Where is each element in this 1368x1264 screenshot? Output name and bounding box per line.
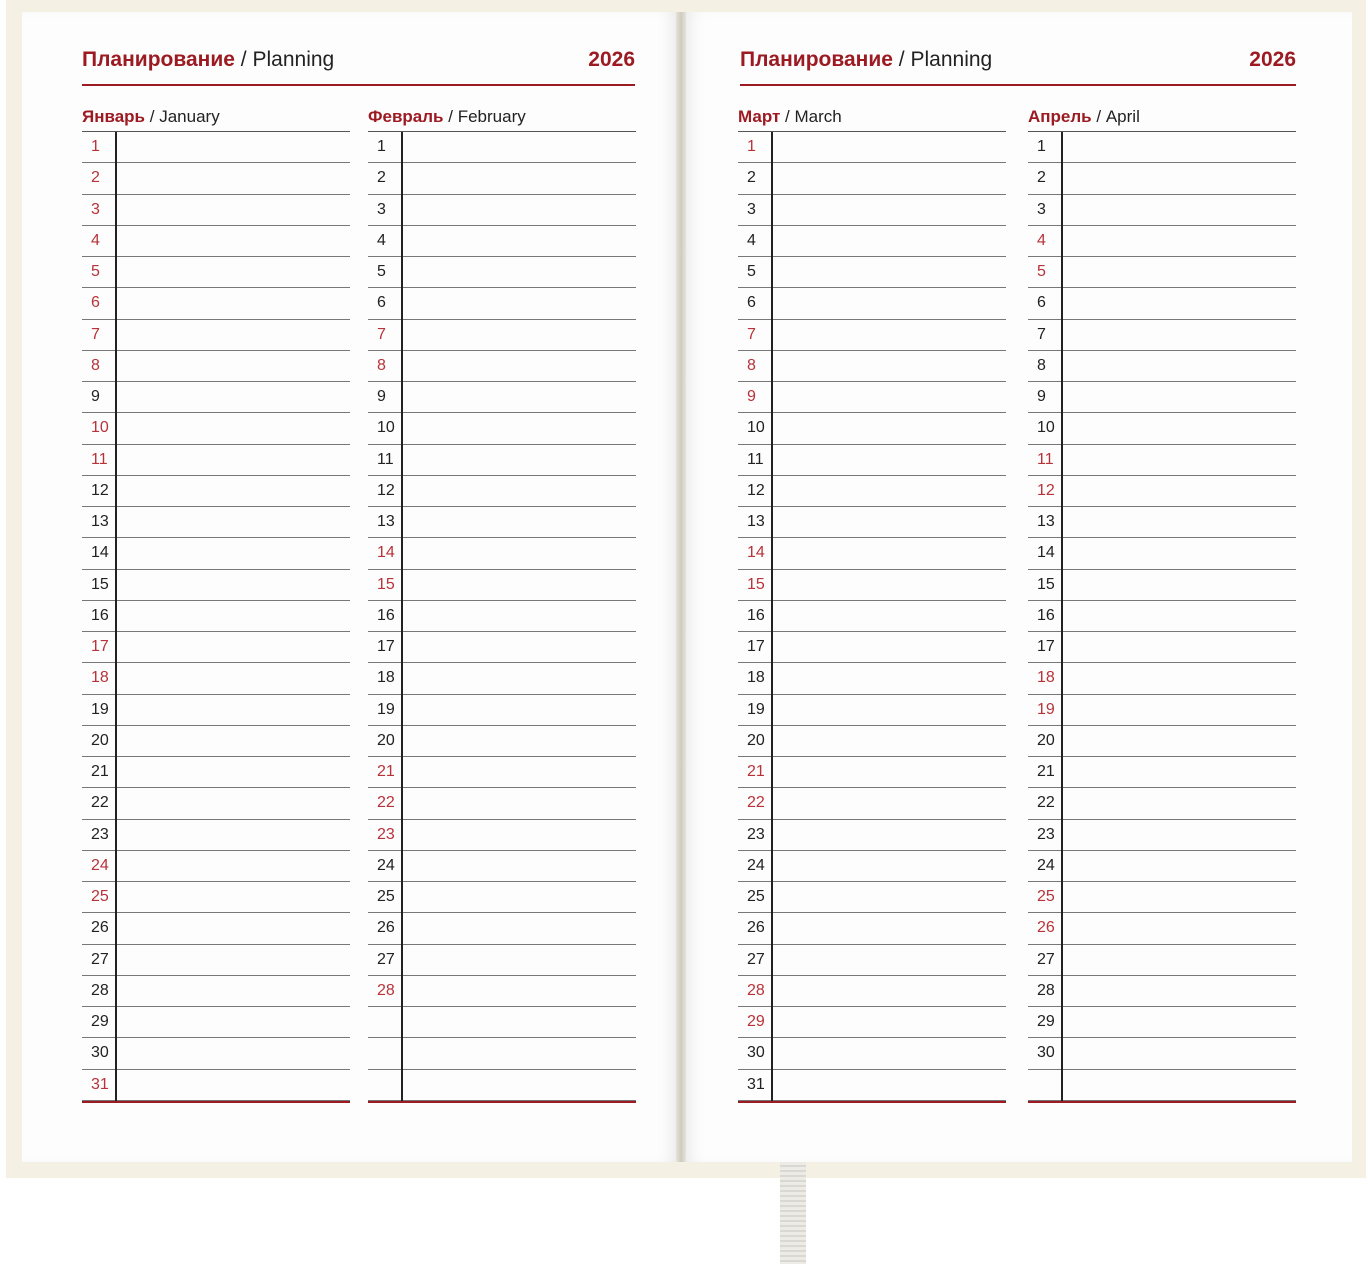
day-row[interactable]: 20	[1028, 726, 1296, 757]
day-row[interactable]: 1	[82, 132, 350, 163]
header-year: 2026	[588, 48, 635, 71]
left-page-header	[82, 48, 635, 78]
day-row[interactable]: 13	[368, 507, 636, 538]
day-row[interactable]: 15	[368, 570, 636, 601]
header-title-en: Planning	[252, 48, 335, 71]
day-list	[82, 132, 350, 1101]
day-row[interactable]: 5	[738, 257, 1006, 288]
day-row[interactable]: 8	[1028, 351, 1296, 382]
month-title-sep: /	[1096, 107, 1102, 126]
day-row[interactable]: 26	[1028, 913, 1296, 944]
day-row[interactable]: 11	[368, 445, 636, 476]
day-row[interactable]: 10	[738, 413, 1006, 444]
day-row[interactable]: 17	[1028, 632, 1296, 663]
day-row[interactable]: 19	[82, 695, 350, 726]
day-row[interactable]: 18	[82, 663, 350, 694]
day-row[interactable]: 17	[368, 632, 636, 663]
day-row[interactable]: 26	[368, 913, 636, 944]
day-row[interactable]: 11	[82, 445, 350, 476]
day-row[interactable]: 22	[1028, 788, 1296, 819]
day-row[interactable]: 18	[1028, 663, 1296, 694]
day-row[interactable]: 19	[1028, 695, 1296, 726]
day-row[interactable]: 4	[368, 226, 636, 257]
day-row[interactable]: 27	[82, 945, 350, 976]
day-row[interactable]: 31	[738, 1070, 1006, 1101]
day-number-divider	[1061, 132, 1063, 1101]
day-row[interactable]: 10	[1028, 413, 1296, 444]
header-separator: /	[240, 48, 247, 71]
day-row[interactable]: 30	[82, 1038, 350, 1069]
header-rule	[82, 84, 635, 86]
day-row[interactable]: 4	[738, 226, 1006, 257]
day-row[interactable]: 16	[738, 601, 1006, 632]
day-row[interactable]: 26	[82, 913, 350, 944]
day-row[interactable]: 21	[82, 757, 350, 788]
day-row[interactable]: 27	[738, 945, 1006, 976]
day-row[interactable]: 25	[1028, 882, 1296, 913]
month-title-ru: Январь	[82, 107, 146, 126]
day-row[interactable]: 8	[82, 351, 350, 382]
day-row[interactable]: 16	[1028, 601, 1296, 632]
day-row[interactable]: 15	[738, 570, 1006, 601]
empty-row	[368, 1070, 636, 1101]
day-row[interactable]: 1	[1028, 132, 1296, 163]
day-row[interactable]: 28	[82, 976, 350, 1007]
day-row[interactable]: 3	[1028, 195, 1296, 226]
day-row[interactable]: 12	[82, 476, 350, 507]
day-row[interactable]: 13	[1028, 507, 1296, 538]
day-row[interactable]: 18	[738, 663, 1006, 694]
day-row[interactable]: 5	[1028, 257, 1296, 288]
day-row[interactable]: 6	[1028, 288, 1296, 319]
bookmark-ribbon[interactable]	[780, 1162, 806, 1264]
month-column	[1028, 103, 1296, 1103]
month-column	[368, 103, 636, 1103]
day-row[interactable]: 22	[82, 788, 350, 819]
day-row[interactable]: 17	[738, 632, 1006, 663]
day-row[interactable]: 20	[82, 726, 350, 757]
day-row[interactable]: 21	[368, 757, 636, 788]
day-row[interactable]: 6	[82, 288, 350, 319]
day-row[interactable]: 7	[738, 320, 1006, 351]
day-row[interactable]: 6	[738, 288, 1006, 319]
day-row[interactable]: 19	[368, 695, 636, 726]
header-title-ru: Планирование	[740, 48, 893, 71]
day-row[interactable]: 6	[368, 288, 636, 319]
header-title-ru: Планирование	[82, 48, 235, 71]
day-row[interactable]: 3	[368, 195, 636, 226]
month-bottom-rule	[738, 1101, 1006, 1103]
day-row[interactable]: 3	[738, 195, 1006, 226]
empty-row	[1028, 1070, 1296, 1101]
month-title-sep: /	[149, 107, 155, 126]
day-row[interactable]: 8	[368, 351, 636, 382]
day-row[interactable]: 3	[82, 195, 350, 226]
day-row[interactable]: 5	[368, 257, 636, 288]
day-list	[738, 132, 1006, 1101]
day-row[interactable]: 24	[82, 851, 350, 882]
month-title-ru: Март	[738, 107, 781, 126]
day-row[interactable]: 1	[738, 132, 1006, 163]
day-row[interactable]: 10	[368, 413, 636, 444]
day-row[interactable]: 28	[738, 976, 1006, 1007]
day-row[interactable]: 2	[738, 163, 1006, 194]
day-row[interactable]: 13	[82, 507, 350, 538]
month-title-en: January	[159, 107, 220, 126]
day-row[interactable]: 23	[82, 820, 350, 851]
day-row[interactable]: 27	[368, 945, 636, 976]
day-row[interactable]: 18	[368, 663, 636, 694]
day-row[interactable]: 12	[368, 476, 636, 507]
day-row[interactable]: 4	[1028, 226, 1296, 257]
page-gutter	[676, 12, 686, 1162]
right-page-header	[740, 48, 1296, 78]
day-row[interactable]: 14	[738, 538, 1006, 569]
day-row[interactable]: 15	[82, 570, 350, 601]
month-column	[738, 103, 1006, 1103]
day-row[interactable]: 19	[738, 695, 1006, 726]
day-row[interactable]: 24	[1028, 851, 1296, 882]
day-row[interactable]: 23	[1028, 820, 1296, 851]
day-row[interactable]: 27	[1028, 945, 1296, 976]
day-row[interactable]: 29	[1028, 1007, 1296, 1038]
day-row[interactable]: 25	[82, 882, 350, 913]
day-row[interactable]: 30	[1028, 1038, 1296, 1069]
month-title	[1028, 103, 1296, 131]
empty-row	[368, 1007, 636, 1038]
day-row[interactable]: 28	[1028, 976, 1296, 1007]
month-title	[82, 103, 350, 131]
day-row[interactable]: 9	[368, 382, 636, 413]
day-row[interactable]: 15	[1028, 570, 1296, 601]
day-row[interactable]: 30	[738, 1038, 1006, 1069]
day-row[interactable]: 20	[738, 726, 1006, 757]
day-row[interactable]: 2	[82, 163, 350, 194]
day-row[interactable]: 9	[82, 382, 350, 413]
month-title	[738, 103, 1006, 131]
day-number-divider	[771, 132, 773, 1101]
day-row[interactable]: 1	[368, 132, 636, 163]
month-title-sep: /	[785, 107, 790, 126]
day-row[interactable]: 11	[738, 445, 1006, 476]
day-row[interactable]: 2	[1028, 163, 1296, 194]
day-row[interactable]: 24	[738, 851, 1006, 882]
day-number-divider	[115, 132, 117, 1101]
day-row[interactable]: 14	[368, 538, 636, 569]
month-title-sep: /	[448, 107, 453, 126]
day-row[interactable]: 5	[82, 257, 350, 288]
month-column	[82, 103, 350, 1103]
day-row[interactable]: 23	[738, 820, 1006, 851]
month-title-en: April	[1105, 107, 1140, 126]
day-row[interactable]: 16	[368, 601, 636, 632]
day-row[interactable]: 26	[738, 913, 1006, 944]
month-title-en: February	[457, 107, 526, 126]
day-row[interactable]: 10	[82, 413, 350, 444]
month-bottom-rule	[1028, 1101, 1296, 1103]
day-row[interactable]: 8	[738, 351, 1006, 382]
day-row[interactable]: 14	[1028, 538, 1296, 569]
day-row[interactable]: 9	[1028, 382, 1296, 413]
day-row[interactable]: 7	[1028, 320, 1296, 351]
day-row[interactable]: 12	[1028, 476, 1296, 507]
day-row[interactable]: 29	[738, 1007, 1006, 1038]
empty-row	[368, 1038, 636, 1069]
day-row[interactable]: 29	[82, 1007, 350, 1038]
day-row[interactable]: 4	[82, 226, 350, 257]
day-row[interactable]: 21	[738, 757, 1006, 788]
day-row[interactable]: 2	[368, 163, 636, 194]
day-row[interactable]: 22	[368, 788, 636, 819]
day-list	[368, 132, 636, 1101]
header-year: 2026	[1249, 48, 1296, 71]
month-bottom-rule	[368, 1101, 636, 1103]
month-title	[368, 103, 636, 131]
month-title-ru: Февраль	[368, 107, 444, 126]
day-row[interactable]: 11	[1028, 445, 1296, 476]
month-title-en: March	[794, 107, 842, 126]
month-bottom-rule	[82, 1101, 350, 1103]
day-row[interactable]: 22	[738, 788, 1006, 819]
day-row[interactable]: 25	[738, 882, 1006, 913]
day-row[interactable]: 23	[368, 820, 636, 851]
day-row[interactable]: 13	[738, 507, 1006, 538]
day-row[interactable]: 9	[738, 382, 1006, 413]
day-row[interactable]: 17	[82, 632, 350, 663]
month-title-ru: Апрель	[1028, 107, 1092, 126]
day-row[interactable]: 16	[82, 601, 350, 632]
day-row[interactable]: 12	[738, 476, 1006, 507]
day-row[interactable]: 7	[368, 320, 636, 351]
day-row[interactable]: 20	[368, 726, 636, 757]
day-row[interactable]: 25	[368, 882, 636, 913]
day-row[interactable]: 21	[1028, 757, 1296, 788]
header-title-en: Planning	[910, 48, 993, 71]
day-row[interactable]: 31	[82, 1070, 350, 1101]
header-rule	[740, 84, 1296, 86]
day-row[interactable]: 28	[368, 976, 636, 1007]
day-row[interactable]: 14	[82, 538, 350, 569]
day-row[interactable]: 7	[82, 320, 350, 351]
header-separator: /	[898, 48, 905, 71]
day-number-divider	[401, 132, 403, 1101]
day-list	[1028, 132, 1296, 1101]
day-row[interactable]: 24	[368, 851, 636, 882]
